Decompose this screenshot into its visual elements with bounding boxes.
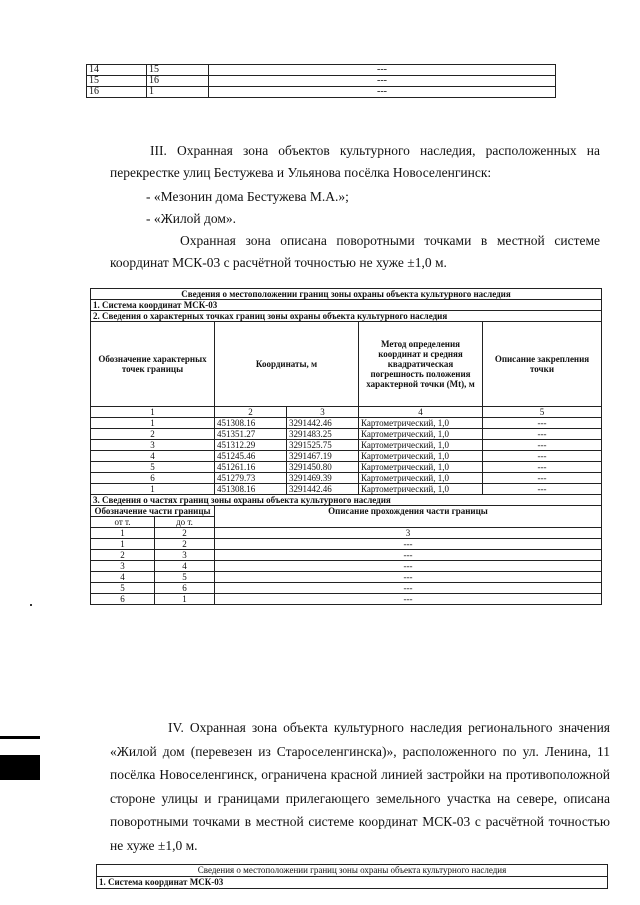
point-y: 3291525.75 (287, 440, 359, 451)
part-from: 2 (91, 550, 155, 561)
part-from: 5 (91, 583, 155, 594)
to-label: до т. (155, 517, 215, 528)
point-x: 451308.16 (215, 418, 287, 429)
col-method: Метод определения координат и средняя квадратическая погрешность положения характерной точки (Mt), м (359, 322, 483, 407)
bottom-table (96, 864, 608, 889)
bottom-coord-system: 1. Система координат МСК-03 (97, 877, 608, 889)
part-desc: --- (215, 572, 602, 583)
point-y: 3291483.25 (287, 429, 359, 440)
part-row (91, 594, 602, 605)
col-coords: Координаты, м (215, 322, 359, 407)
part-to: 3 (155, 550, 215, 561)
part-from: 3 (91, 561, 155, 572)
part-row (91, 583, 602, 594)
point-y: 3291469.39 (287, 473, 359, 484)
point-fixing: --- (483, 418, 602, 429)
col-num-1: 1 (91, 407, 215, 418)
point-x: 451245.46 (215, 451, 287, 462)
parts-number-row (91, 528, 602, 539)
margin-block (0, 755, 40, 780)
top-table-row (87, 76, 556, 87)
point-method: Картометрический, 1,0 (359, 418, 483, 429)
point-row (91, 451, 602, 462)
parts-header-row (91, 506, 602, 517)
point-x: 451351.27 (215, 429, 287, 440)
part-row (91, 572, 602, 583)
point-method: Картометрический, 1,0 (359, 462, 483, 473)
point-method: Картометрический, 1,0 (359, 440, 483, 451)
top-row-desc: --- (209, 65, 556, 76)
part-to: 1 (155, 594, 215, 605)
table-title: Сведения о местоположении границ зоны охраны объекта культурного наследия (91, 289, 602, 300)
top-row-to: 15 (147, 65, 209, 76)
parts-section-row (91, 495, 602, 506)
part-desc: --- (215, 594, 602, 605)
point-row (91, 440, 602, 451)
point-fixing: --- (483, 473, 602, 484)
section-4-text: IV. Охранная зона объекта культурного наследия регионального значения «Жилой дом (перевезен из Староселенгинска)», расположенного по ул. Ленина, 11 посёлка Новоселенгинск, ограничена красной линией застройки на противоположной стороне улицы и границами прилегающего земельного участка на севере, описана поворотными точками в местной системе координат МСК-03 с расчётной точностью не хуже ±1,0 м. (110, 720, 610, 853)
section-3-heading: III. Охранная зона объектов культурного наследия, расположенных на перекрестке улиц Бестужева и Ульянова посёлка Новоселенгинск: (110, 143, 600, 180)
point-method: Картометрический, 1,0 (359, 484, 483, 495)
part-from: 4 (91, 572, 155, 583)
col-num-5: 5 (483, 407, 602, 418)
top-row-to: 16 (147, 76, 209, 87)
top-table-row (87, 65, 556, 76)
top-table-row (87, 87, 556, 98)
from-label: от т. (91, 517, 155, 528)
point-row (91, 429, 602, 440)
part-row (91, 550, 602, 561)
part-row (91, 539, 602, 550)
part-desc: --- (215, 583, 602, 594)
part-desc-label: Описание прохождения части границы (215, 506, 602, 528)
top-continuation-table (86, 64, 556, 98)
col-num-4: 4 (359, 407, 483, 418)
part-to: 4 (155, 561, 215, 572)
margin-mark (0, 736, 40, 739)
part-desc: --- (215, 561, 602, 572)
part-num-1: 1 (91, 528, 155, 539)
part-row (91, 561, 602, 572)
part-to: 5 (155, 572, 215, 583)
part-from: 6 (91, 594, 155, 605)
point-number: 4 (91, 451, 215, 462)
point-row (91, 462, 602, 473)
point-y: 3291467.19 (287, 451, 359, 462)
section-3-item-2: - «Жилой дом». (146, 211, 237, 226)
part-num-2: 2 (155, 528, 215, 539)
point-number: 1 (91, 484, 215, 495)
point-method: Картометрический, 1,0 (359, 429, 483, 440)
part-num-3: 3 (215, 528, 602, 539)
top-row-desc: --- (209, 76, 556, 87)
col-point-label: Обозначение характерных точек границы (91, 322, 215, 407)
point-method: Картометрический, 1,0 (359, 451, 483, 462)
point-fixing: --- (483, 440, 602, 451)
point-x: 451261.16 (215, 462, 287, 473)
point-row (91, 473, 602, 484)
point-fixing: --- (483, 462, 602, 473)
coord-system: 1. Система координат МСК-03 (91, 300, 602, 311)
point-method: Картометрический, 1,0 (359, 473, 483, 484)
point-row (91, 418, 602, 429)
top-row-to: 1 (147, 87, 209, 98)
top-row-from: 14 (87, 65, 147, 76)
point-number: 6 (91, 473, 215, 484)
parts-section-title: 3. Сведения о частях границ зоны охраны объекта культурного наследия (91, 495, 602, 506)
part-from: 1 (91, 539, 155, 550)
point-number: 5 (91, 462, 215, 473)
section-3-item-1: - «Мезонин дома Бестужева М.А.»; (146, 189, 349, 204)
point-y: 3291442.46 (287, 418, 359, 429)
part-desc: --- (215, 539, 602, 550)
point-fixing: --- (483, 451, 602, 462)
section-3-text: Охранная зона описана поворотными точками в местной системе координат МСК-03 с расчётной точностью не хуже ±1,0 м. (110, 233, 600, 270)
margin-dot (30, 604, 32, 606)
point-number: 3 (91, 440, 215, 451)
point-y: 3291450.80 (287, 462, 359, 473)
point-x: 451279.73 (215, 473, 287, 484)
top-row-from: 16 (87, 87, 147, 98)
point-number: 2 (91, 429, 215, 440)
point-number: 1 (91, 418, 215, 429)
point-x: 451308.16 (215, 484, 287, 495)
point-fixing: --- (483, 429, 602, 440)
col-num-2: 2 (215, 407, 287, 418)
part-label: Обозначение части границы (91, 506, 215, 517)
top-row-desc: --- (209, 87, 556, 98)
point-y: 3291442.46 (287, 484, 359, 495)
point-x: 451312.29 (215, 440, 287, 451)
part-to: 6 (155, 583, 215, 594)
bottom-table-title: Сведения о местоположении границ зоны охраны объекта культурного наследия (97, 865, 608, 877)
boundary-table (90, 288, 602, 605)
top-row-from: 15 (87, 76, 147, 87)
part-to: 2 (155, 539, 215, 550)
col-fixing: Описание закрепления точки (483, 322, 602, 407)
col-num-3: 3 (287, 407, 359, 418)
points-section-title: 2. Сведения о характерных точках границ зоны охраны объекта культурного наследия (91, 311, 602, 322)
point-fixing: --- (483, 484, 602, 495)
part-desc: --- (215, 550, 602, 561)
point-row (91, 484, 602, 495)
